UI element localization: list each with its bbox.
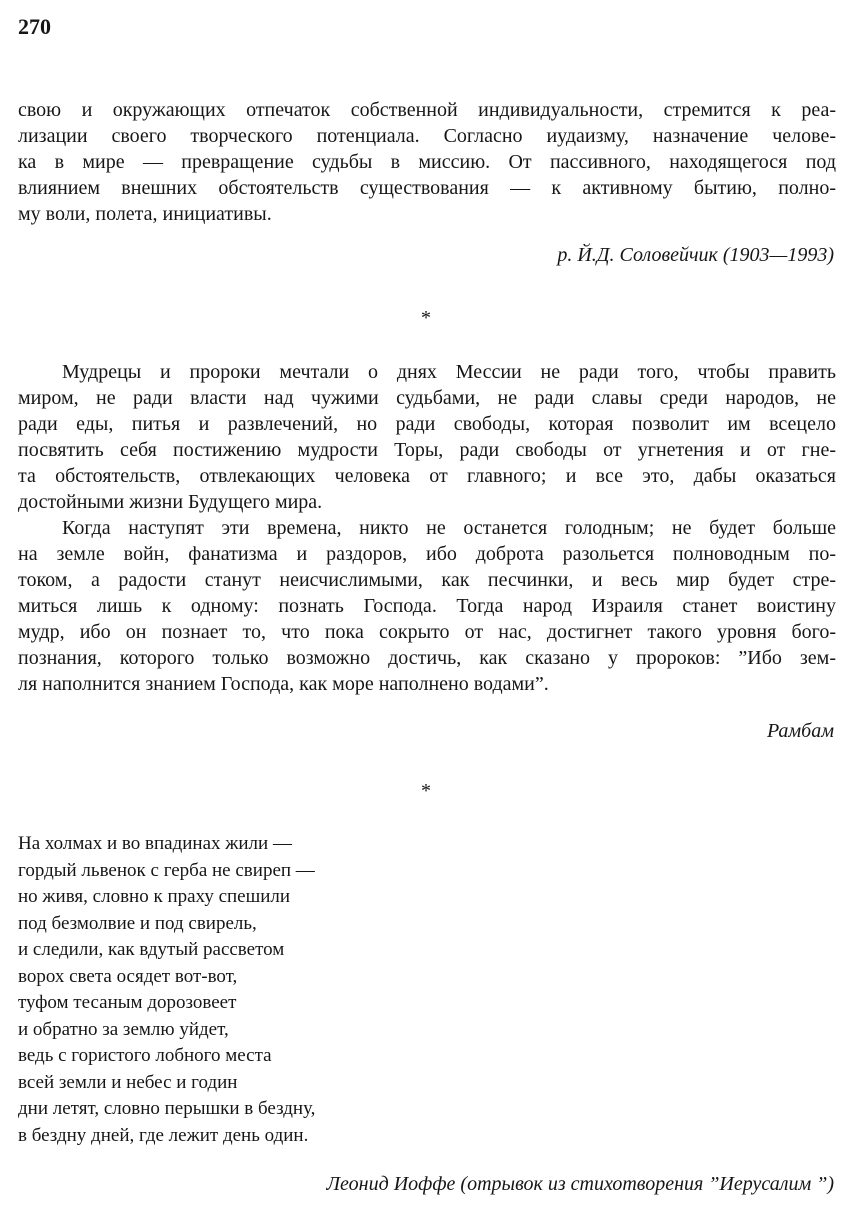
poem-line: дни летят, словно перышки в бездну, [18, 1098, 316, 1119]
attribution-ioffe: Леонид Иоффе (отрывок из стихотворения ”Иерусалим ”) [326, 1173, 834, 1195]
text-line: ка в мире — превращение судьбы в миссию. От пассивного, находящегося под [18, 151, 836, 173]
poem-line: и следили, как вдутый рассветом [18, 939, 285, 960]
poem-line: всей земли и небес и годин [18, 1071, 238, 1093]
poem-line: туфом тесаным дорозовеет [18, 992, 237, 1013]
text-line: на земле войн, фанатизма и раздоров, ибо доброта разольется полноводным по- [18, 543, 836, 565]
text-line: мудр, ибо он познает то, что пока сокрыто от нас, достигнет такого уровня бого- [18, 621, 836, 643]
text-line: ради еды, питья и развлечений, но ради свободы, которая позволит им всецело [18, 413, 836, 435]
text-line: свою и окружающих отпечаток собственной индивидуальности, стремится к реа- [18, 99, 836, 121]
poem-line: На холмах и во впадинах жили — [18, 833, 292, 854]
text-line: ля наполнится знанием Господа, как море наполнено водами”. [18, 673, 549, 695]
section-separator: * [421, 780, 431, 802]
poem-line: в бездну дней, где лежит день один. [18, 1124, 309, 1146]
poem [18, 831, 315, 1149]
poem-line: но живя, словно к праху спешили [18, 886, 291, 907]
text-line: влиянием внешних обстоятельств существования — к активному бытию, полно- [18, 177, 836, 199]
attribution-soloveitchik: р. Й.Д. Соловейчик (1903—1993) [557, 244, 834, 266]
text-line: Когда наступят эти времена, никто не останется голодным; не будет больше [62, 517, 836, 539]
text-line: лизации своего творческого потенциала. Согласно иудаизму, назначение челове- [18, 125, 836, 147]
text-line: током, а радости станут неисчислимыми, как песчинки, и весь мир будет стре- [18, 569, 836, 591]
poem-line: и обратно за землю уйдет, [18, 1018, 229, 1040]
text-line: достойными жизни Будущего мира. [18, 491, 323, 513]
text-line: посвятить себя постижению мудрости Торы, ради свободы от угнетения и от гне- [18, 439, 836, 461]
page-number: 270 [18, 14, 51, 39]
passage-soloveitchik [18, 97, 836, 227]
section-separator: * [421, 307, 431, 329]
text-line: Мудрецы и пророки мечтали о днях Мессии не ради того, чтобы править [62, 361, 836, 383]
text-line: му воли, полета, инициативы. [18, 203, 272, 225]
poem-line: гордый львенок с герба не свиреп — [18, 859, 315, 881]
attribution-rambam: Рамбам [766, 720, 834, 742]
poem-line: ворох света осядет вот-вот, [18, 965, 238, 987]
text-line: та обстоятельств, отвлекающих человека от главного; и все это, дабы оказаться [18, 465, 836, 487]
passage-rambam [18, 359, 836, 697]
text-line: миться лишь к одному: познать Господа. Тогда народ Израиля станет воистину [18, 595, 836, 617]
text-line: познания, которого только возможно достичь, как сказано у пророков: ”Ибо зем- [18, 647, 836, 669]
poem-line: ведь с гористого лобного места [18, 1045, 272, 1066]
text-line: миром, не ради власти над чужими судьбами, не ради славы среди народов, не [18, 387, 836, 409]
poem-line: под безмолвие и под свирель, [18, 912, 257, 934]
